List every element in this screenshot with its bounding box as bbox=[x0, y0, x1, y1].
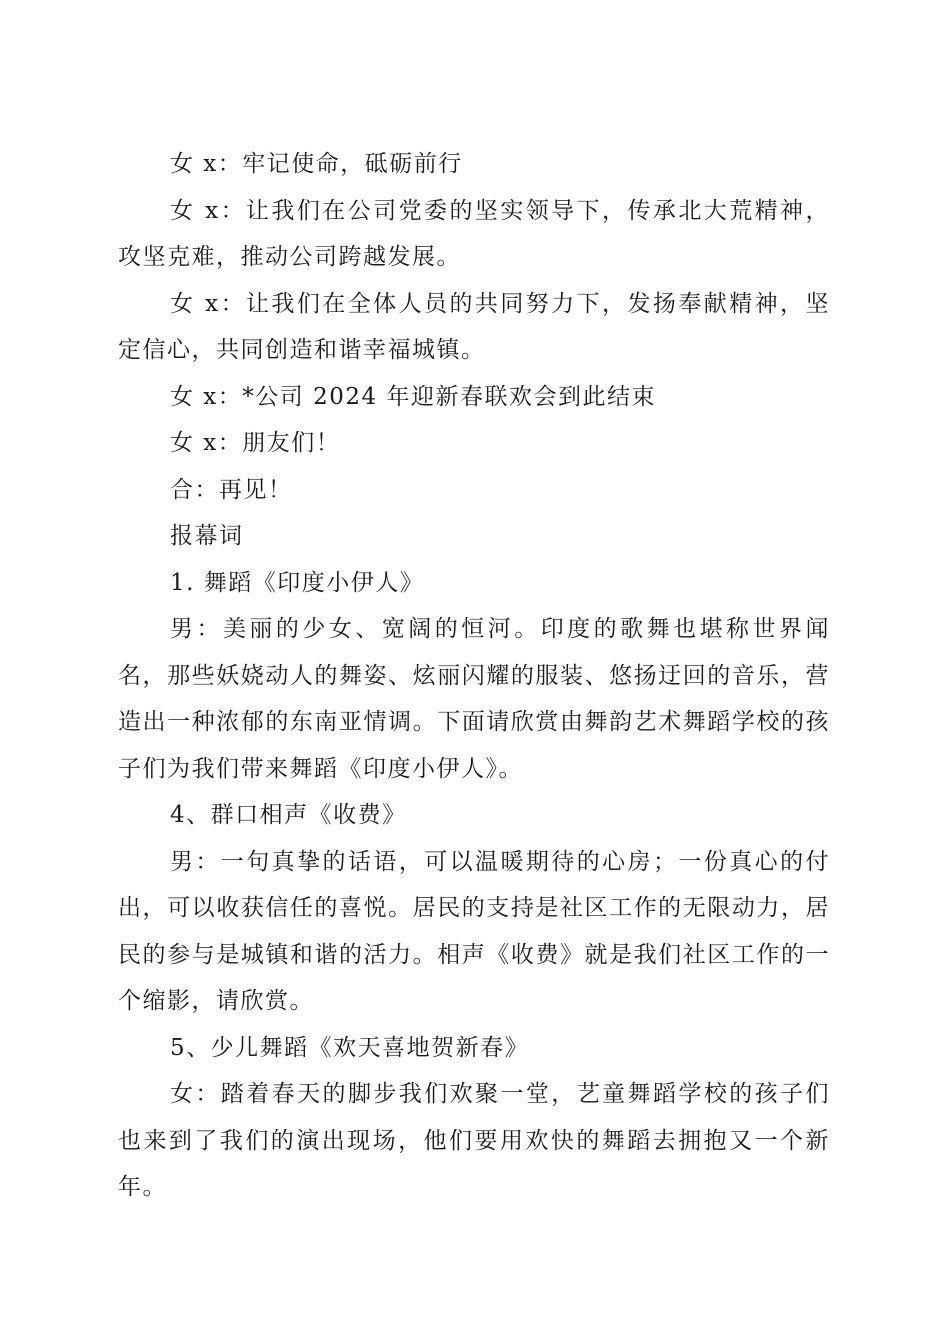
section-heading-announcements: 报幕词 bbox=[170, 523, 244, 549]
program-item-1-intro: 男：美丽的少女、宽阔的恒河。印度的歌舞也堪称世界闻名，那些妖娆动人的舞姿、炫丽闪耀的服装、悠扬迂回的音乐，营造出一种浓郁的东南亚情调。下面请欣赏由舞韵艺术舞蹈学校的孩子们为我们带来舞蹈《印度小伊人》。 bbox=[118, 616, 830, 782]
program-item-1-title: 1. 舞蹈《印度小伊人》 bbox=[170, 569, 425, 596]
paragraph-closing-slogan: 女 x：牢记使命，砥砺前行 bbox=[170, 151, 463, 177]
program-item-4-title: 4、群口相声《收费》 bbox=[170, 802, 407, 828]
paragraph-joint-effort: 女 x：让我们在全体人员的共同努力下，发扬奉献精神，坚定信心，共同创造和谐幸福城镇。 bbox=[118, 290, 830, 363]
program-item-4-intro: 男：一句真挚的话语，可以温暖期待的心房；一份真心的付出，可以收获信任的喜悦。居民的支持是社区工作的无限动力，居民的参与是城镇和谐的活力。相声《收费》就是我们社区工作的一个缩影，请欣赏。 bbox=[118, 848, 830, 1014]
paragraph-friends: 女 x：朋友们！ bbox=[170, 430, 341, 456]
paragraph-goodbye: 合：再见！ bbox=[170, 476, 293, 503]
program-item-5-intro: 女：踏着春天的脚步我们欢聚一堂，艺童舞蹈学校的孩子们也来到了我们的演出现场，他们要用欢快的舞蹈去拥抱又一个新年。 bbox=[118, 1081, 830, 1200]
document-body bbox=[118, 141, 830, 1211]
paragraph-party-leadership: 女 x：让我们在公司党委的坚实领导下，传承北大荒精神，攻坚克难，推动公司跨越发展。 bbox=[118, 197, 830, 270]
program-item-5-title: 5、少儿舞蹈《欢天喜地贺新春》 bbox=[170, 1034, 530, 1061]
paragraph-gala-end: 女 x：*公司 2024 年迎新春联欢会到此结束 bbox=[170, 383, 656, 410]
